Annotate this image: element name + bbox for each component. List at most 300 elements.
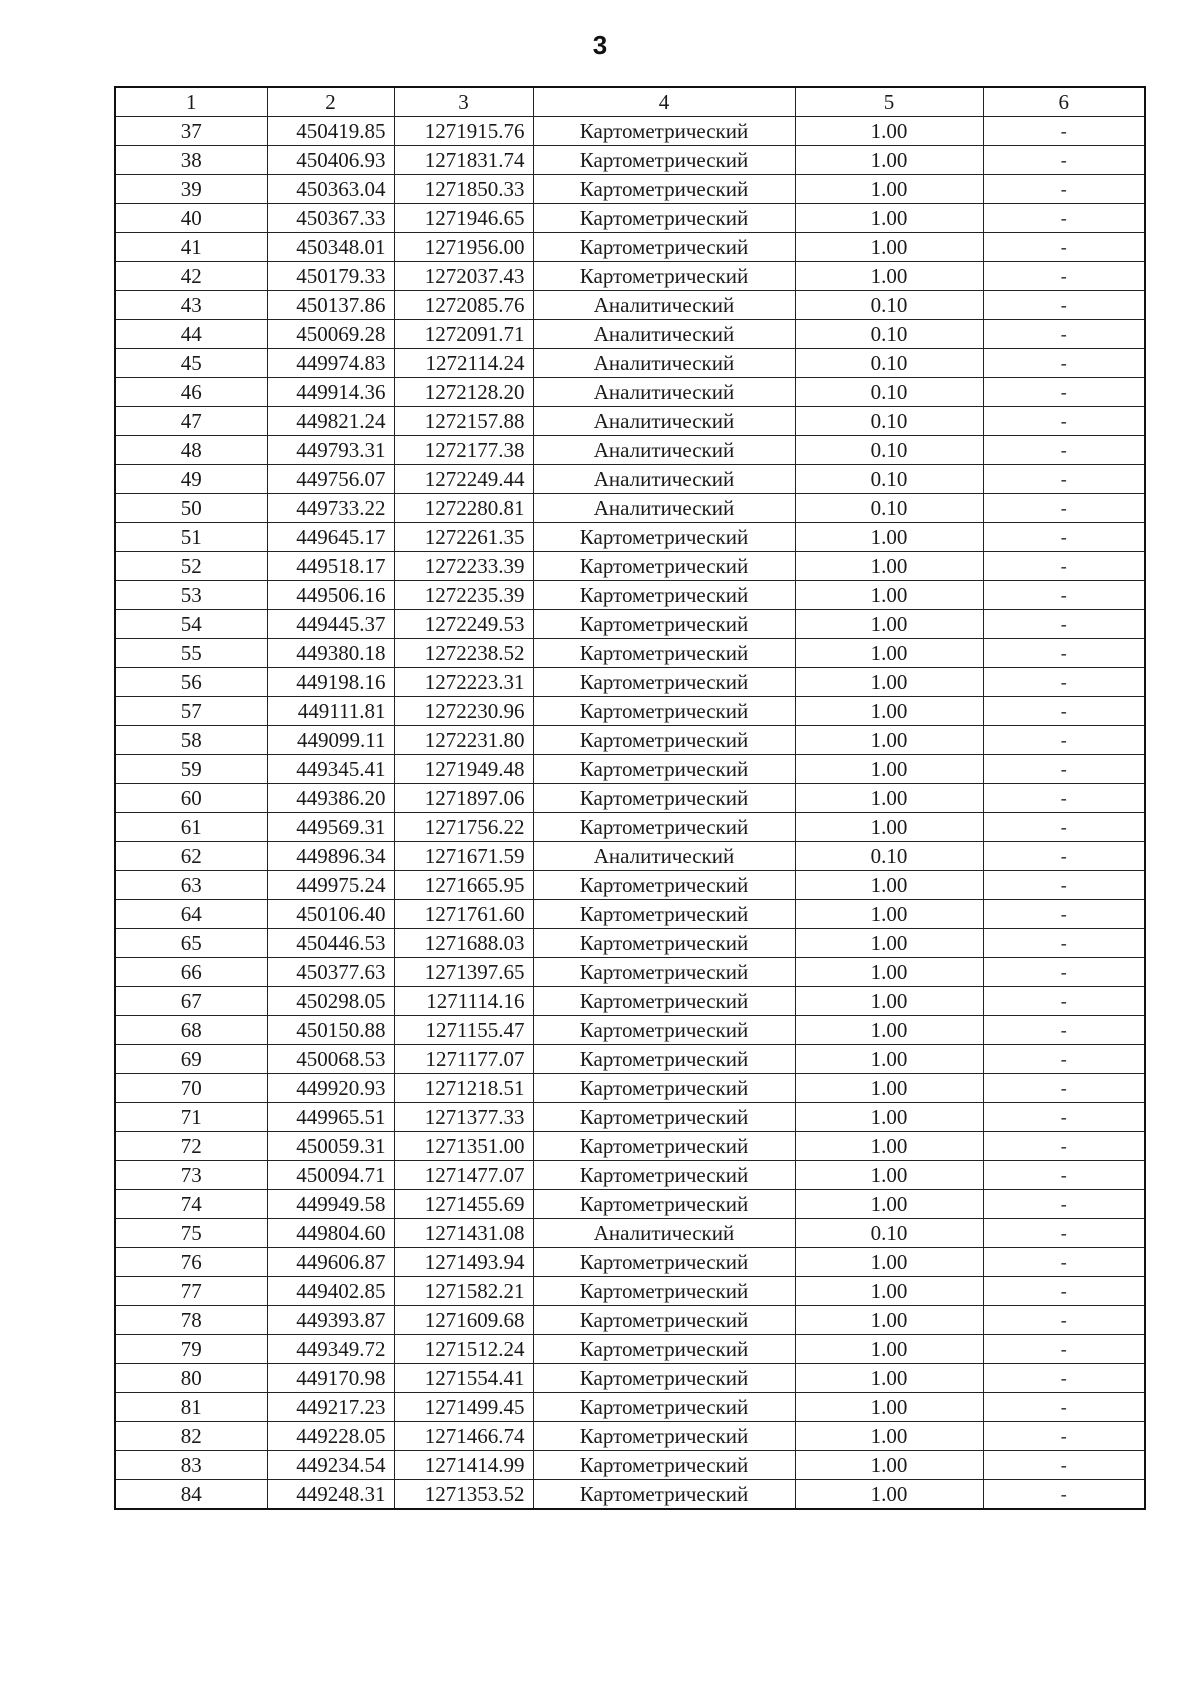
y-coordinate-cell: 1271431.08 — [394, 1219, 533, 1248]
method-cell: Аналитический — [533, 842, 795, 871]
accuracy-cell: 1.00 — [795, 1422, 983, 1451]
table-row — [115, 929, 1145, 958]
accuracy-cell: 0.10 — [795, 1219, 983, 1248]
method-cell: Картометрический — [533, 1103, 795, 1132]
point-number-cell: 77 — [115, 1277, 267, 1306]
y-coordinate-cell: 1271609.68 — [394, 1306, 533, 1335]
method-cell: Картометрический — [533, 755, 795, 784]
x-coordinate-cell: 449228.05 — [267, 1422, 394, 1451]
y-coordinate-cell: 1271897.06 — [394, 784, 533, 813]
point-number-cell: 57 — [115, 697, 267, 726]
point-number-cell: 67 — [115, 987, 267, 1016]
y-coordinate-cell: 1271414.99 — [394, 1451, 533, 1480]
point-number-cell: 41 — [115, 233, 267, 262]
point-number-cell: 56 — [115, 668, 267, 697]
accuracy-cell: 1.00 — [795, 1190, 983, 1219]
note-cell: - — [983, 117, 1145, 146]
method-cell: Картометрический — [533, 1335, 795, 1364]
y-coordinate-cell: 1272223.31 — [394, 668, 533, 697]
note-cell: - — [983, 465, 1145, 494]
accuracy-cell: 1.00 — [795, 1364, 983, 1393]
table-row — [115, 465, 1145, 494]
table-row — [115, 1364, 1145, 1393]
accuracy-cell: 1.00 — [795, 929, 983, 958]
note-cell: - — [983, 233, 1145, 262]
table-row — [115, 697, 1145, 726]
y-coordinate-cell: 1272114.24 — [394, 349, 533, 378]
note-cell: - — [983, 1132, 1145, 1161]
table-row — [115, 349, 1145, 378]
x-coordinate-cell: 450348.01 — [267, 233, 394, 262]
accuracy-cell: 1.00 — [795, 233, 983, 262]
y-coordinate-cell: 1272091.71 — [394, 320, 533, 349]
y-coordinate-cell: 1271756.22 — [394, 813, 533, 842]
x-coordinate-cell: 449170.98 — [267, 1364, 394, 1393]
point-number-cell: 84 — [115, 1480, 267, 1510]
table-row — [115, 175, 1145, 204]
x-coordinate-cell: 450367.33 — [267, 204, 394, 233]
table-row — [115, 436, 1145, 465]
note-cell: - — [983, 494, 1145, 523]
x-coordinate-cell: 450377.63 — [267, 958, 394, 987]
x-coordinate-cell: 449974.83 — [267, 349, 394, 378]
note-cell: - — [983, 1364, 1145, 1393]
y-coordinate-cell: 1271466.74 — [394, 1422, 533, 1451]
note-cell: - — [983, 1190, 1145, 1219]
note-cell: - — [983, 407, 1145, 436]
method-cell: Картометрический — [533, 813, 795, 842]
note-cell: - — [983, 378, 1145, 407]
accuracy-cell: 0.10 — [795, 320, 983, 349]
accuracy-cell: 0.10 — [795, 842, 983, 871]
method-cell: Картометрический — [533, 1451, 795, 1480]
table-row — [115, 1045, 1145, 1074]
point-number-cell: 76 — [115, 1248, 267, 1277]
note-cell: - — [983, 1306, 1145, 1335]
note-cell: - — [983, 1422, 1145, 1451]
note-cell: - — [983, 1248, 1145, 1277]
method-cell: Картометрический — [533, 1248, 795, 1277]
method-cell: Картометрический — [533, 204, 795, 233]
point-number-cell: 42 — [115, 262, 267, 291]
note-cell: - — [983, 1335, 1145, 1364]
table-row — [115, 320, 1145, 349]
point-number-cell: 58 — [115, 726, 267, 755]
x-coordinate-cell: 449198.16 — [267, 668, 394, 697]
note-cell: - — [983, 755, 1145, 784]
x-coordinate-cell: 449248.31 — [267, 1480, 394, 1510]
y-coordinate-cell: 1271949.48 — [394, 755, 533, 784]
method-cell: Картометрический — [533, 726, 795, 755]
y-coordinate-cell: 1272231.80 — [394, 726, 533, 755]
x-coordinate-cell: 449949.58 — [267, 1190, 394, 1219]
y-coordinate-cell: 1271761.60 — [394, 900, 533, 929]
method-cell: Аналитический — [533, 436, 795, 465]
note-cell: - — [983, 204, 1145, 233]
point-number-cell: 60 — [115, 784, 267, 813]
note-cell: - — [983, 1016, 1145, 1045]
method-cell: Картометрический — [533, 668, 795, 697]
x-coordinate-cell: 450069.28 — [267, 320, 394, 349]
table-row — [115, 1335, 1145, 1364]
header-cell-4: 4 — [533, 87, 795, 117]
x-coordinate-cell: 449099.11 — [267, 726, 394, 755]
table-row — [115, 668, 1145, 697]
x-coordinate-cell: 450419.85 — [267, 117, 394, 146]
accuracy-cell: 1.00 — [795, 1306, 983, 1335]
y-coordinate-cell: 1271665.95 — [394, 871, 533, 900]
y-coordinate-cell: 1272235.39 — [394, 581, 533, 610]
accuracy-cell: 1.00 — [795, 813, 983, 842]
x-coordinate-cell: 450406.93 — [267, 146, 394, 175]
note-cell: - — [983, 987, 1145, 1016]
accuracy-cell: 1.00 — [795, 755, 983, 784]
x-coordinate-cell: 449733.22 — [267, 494, 394, 523]
table-row — [115, 1190, 1145, 1219]
point-number-cell: 50 — [115, 494, 267, 523]
table-row — [115, 842, 1145, 871]
y-coordinate-cell: 1271850.33 — [394, 175, 533, 204]
point-number-cell: 52 — [115, 552, 267, 581]
note-cell: - — [983, 320, 1145, 349]
method-cell: Картометрический — [533, 929, 795, 958]
method-cell: Картометрический — [533, 1277, 795, 1306]
point-number-cell: 39 — [115, 175, 267, 204]
x-coordinate-cell: 449345.41 — [267, 755, 394, 784]
x-coordinate-cell: 449606.87 — [267, 1248, 394, 1277]
y-coordinate-cell: 1272177.38 — [394, 436, 533, 465]
note-cell: - — [983, 697, 1145, 726]
table-row — [115, 1132, 1145, 1161]
method-cell: Картометрический — [533, 581, 795, 610]
point-number-cell: 75 — [115, 1219, 267, 1248]
x-coordinate-cell: 449402.85 — [267, 1277, 394, 1306]
x-coordinate-cell: 450363.04 — [267, 175, 394, 204]
x-coordinate-cell: 449217.23 — [267, 1393, 394, 1422]
coordinates-table — [114, 86, 1146, 1510]
y-coordinate-cell: 1271554.41 — [394, 1364, 533, 1393]
accuracy-cell: 1.00 — [795, 1132, 983, 1161]
accuracy-cell: 1.00 — [795, 204, 983, 233]
point-number-cell: 48 — [115, 436, 267, 465]
x-coordinate-cell: 450068.53 — [267, 1045, 394, 1074]
page-number: 3 — [592, 30, 608, 60]
table-row — [115, 204, 1145, 233]
method-cell: Картометрический — [533, 175, 795, 204]
note-cell: - — [983, 639, 1145, 668]
x-coordinate-cell: 449965.51 — [267, 1103, 394, 1132]
note-cell: - — [983, 1480, 1145, 1510]
accuracy-cell: 1.00 — [795, 1277, 983, 1306]
y-coordinate-cell: 1272128.20 — [394, 378, 533, 407]
accuracy-cell: 1.00 — [795, 262, 983, 291]
y-coordinate-cell: 1271353.52 — [394, 1480, 533, 1510]
note-cell: - — [983, 900, 1145, 929]
y-coordinate-cell: 1272157.88 — [394, 407, 533, 436]
point-number-cell: 59 — [115, 755, 267, 784]
method-cell: Аналитический — [533, 291, 795, 320]
point-number-cell: 71 — [115, 1103, 267, 1132]
table-row — [115, 407, 1145, 436]
table-row — [115, 523, 1145, 552]
method-cell: Картометрический — [533, 900, 795, 929]
table-header — [115, 87, 1145, 117]
point-number-cell: 61 — [115, 813, 267, 842]
note-cell: - — [983, 668, 1145, 697]
note-cell: - — [983, 871, 1145, 900]
accuracy-cell: 1.00 — [795, 117, 983, 146]
table-row — [115, 610, 1145, 639]
accuracy-cell: 1.00 — [795, 726, 983, 755]
method-cell: Картометрический — [533, 262, 795, 291]
note-cell: - — [983, 958, 1145, 987]
method-cell: Картометрический — [533, 1480, 795, 1510]
point-number-cell: 68 — [115, 1016, 267, 1045]
point-number-cell: 78 — [115, 1306, 267, 1335]
method-cell: Картометрический — [533, 784, 795, 813]
note-cell: - — [983, 262, 1145, 291]
table-row — [115, 1103, 1145, 1132]
method-cell: Картометрический — [533, 1422, 795, 1451]
point-number-cell: 63 — [115, 871, 267, 900]
note-cell: - — [983, 1074, 1145, 1103]
note-cell: - — [983, 784, 1145, 813]
accuracy-cell: 0.10 — [795, 349, 983, 378]
point-number-cell: 72 — [115, 1132, 267, 1161]
y-coordinate-cell: 1271397.65 — [394, 958, 533, 987]
x-coordinate-cell: 450446.53 — [267, 929, 394, 958]
table-body — [115, 117, 1145, 1510]
y-coordinate-cell: 1271499.45 — [394, 1393, 533, 1422]
accuracy-cell: 1.00 — [795, 958, 983, 987]
accuracy-cell: 0.10 — [795, 494, 983, 523]
table-row — [115, 1422, 1145, 1451]
method-cell: Картометрический — [533, 697, 795, 726]
note-cell: - — [983, 552, 1145, 581]
point-number-cell: 44 — [115, 320, 267, 349]
accuracy-cell: 1.00 — [795, 987, 983, 1016]
table-row — [115, 755, 1145, 784]
y-coordinate-cell: 1271915.76 — [394, 117, 533, 146]
method-cell: Картометрический — [533, 1132, 795, 1161]
y-coordinate-cell: 1271956.00 — [394, 233, 533, 262]
note-cell: - — [983, 1103, 1145, 1132]
table-row — [115, 262, 1145, 291]
y-coordinate-cell: 1272249.44 — [394, 465, 533, 494]
note-cell: - — [983, 1451, 1145, 1480]
method-cell: Аналитический — [533, 465, 795, 494]
table-row — [115, 581, 1145, 610]
point-number-cell: 55 — [115, 639, 267, 668]
table-row — [115, 494, 1145, 523]
accuracy-cell: 0.10 — [795, 407, 983, 436]
y-coordinate-cell: 1272280.81 — [394, 494, 533, 523]
x-coordinate-cell: 449518.17 — [267, 552, 394, 581]
note-cell: - — [983, 146, 1145, 175]
note-cell: - — [983, 523, 1145, 552]
y-coordinate-cell: 1271177.07 — [394, 1045, 533, 1074]
y-coordinate-cell: 1271377.33 — [394, 1103, 533, 1132]
x-coordinate-cell: 449920.93 — [267, 1074, 394, 1103]
table-row — [115, 900, 1145, 929]
x-coordinate-cell: 450059.31 — [267, 1132, 394, 1161]
point-number-cell: 81 — [115, 1393, 267, 1422]
x-coordinate-cell: 449793.31 — [267, 436, 394, 465]
point-number-cell: 66 — [115, 958, 267, 987]
table-row — [115, 726, 1145, 755]
table-row — [115, 958, 1145, 987]
table-row — [115, 552, 1145, 581]
y-coordinate-cell: 1271455.69 — [394, 1190, 533, 1219]
header-row — [115, 87, 1145, 117]
note-cell: - — [983, 813, 1145, 842]
y-coordinate-cell: 1272230.96 — [394, 697, 533, 726]
note-cell: - — [983, 1277, 1145, 1306]
note-cell: - — [983, 1045, 1145, 1074]
x-coordinate-cell: 450150.88 — [267, 1016, 394, 1045]
table-row — [115, 233, 1145, 262]
accuracy-cell: 1.00 — [795, 1393, 983, 1422]
table-row — [115, 1161, 1145, 1190]
accuracy-cell: 1.00 — [795, 1451, 983, 1480]
accuracy-cell: 1.00 — [795, 784, 983, 813]
accuracy-cell: 1.00 — [795, 1335, 983, 1364]
method-cell: Картометрический — [533, 1074, 795, 1103]
method-cell: Картометрический — [533, 1190, 795, 1219]
x-coordinate-cell: 449506.16 — [267, 581, 394, 610]
note-cell: - — [983, 349, 1145, 378]
table-row — [115, 639, 1145, 668]
y-coordinate-cell: 1272085.76 — [394, 291, 533, 320]
method-cell: Картометрический — [533, 523, 795, 552]
method-cell: Картометрический — [533, 117, 795, 146]
x-coordinate-cell: 449975.24 — [267, 871, 394, 900]
table-row — [115, 813, 1145, 842]
method-cell: Картометрический — [533, 1393, 795, 1422]
note-cell: - — [983, 436, 1145, 465]
method-cell: Картометрический — [533, 610, 795, 639]
accuracy-cell: 1.00 — [795, 1016, 983, 1045]
x-coordinate-cell: 449111.81 — [267, 697, 394, 726]
accuracy-cell: 1.00 — [795, 1161, 983, 1190]
method-cell: Картометрический — [533, 146, 795, 175]
table-row — [115, 117, 1145, 146]
table-row — [115, 378, 1145, 407]
header-cell-5: 5 — [795, 87, 983, 117]
x-coordinate-cell: 449804.60 — [267, 1219, 394, 1248]
y-coordinate-cell: 1271831.74 — [394, 146, 533, 175]
method-cell: Картометрический — [533, 639, 795, 668]
accuracy-cell: 1.00 — [795, 871, 983, 900]
x-coordinate-cell: 449393.87 — [267, 1306, 394, 1335]
method-cell: Аналитический — [533, 378, 795, 407]
method-cell: Картометрический — [533, 1161, 795, 1190]
method-cell: Аналитический — [533, 320, 795, 349]
x-coordinate-cell: 449821.24 — [267, 407, 394, 436]
table-row — [115, 146, 1145, 175]
point-number-cell: 83 — [115, 1451, 267, 1480]
method-cell: Аналитический — [533, 349, 795, 378]
point-number-cell: 49 — [115, 465, 267, 494]
y-coordinate-cell: 1271114.16 — [394, 987, 533, 1016]
x-coordinate-cell: 449386.20 — [267, 784, 394, 813]
point-number-cell: 38 — [115, 146, 267, 175]
point-number-cell: 62 — [115, 842, 267, 871]
point-number-cell: 40 — [115, 204, 267, 233]
accuracy-cell: 0.10 — [795, 436, 983, 465]
accuracy-cell: 0.10 — [795, 291, 983, 320]
note-cell: - — [983, 1219, 1145, 1248]
accuracy-cell: 1.00 — [795, 1480, 983, 1510]
table-row — [115, 1219, 1145, 1248]
method-cell: Картометрический — [533, 871, 795, 900]
x-coordinate-cell: 449569.31 — [267, 813, 394, 842]
point-number-cell: 43 — [115, 291, 267, 320]
accuracy-cell: 1.00 — [795, 1074, 983, 1103]
accuracy-cell: 1.00 — [795, 581, 983, 610]
accuracy-cell: 1.00 — [795, 610, 983, 639]
note-cell: - — [983, 726, 1145, 755]
point-number-cell: 54 — [115, 610, 267, 639]
method-cell: Аналитический — [533, 494, 795, 523]
note-cell: - — [983, 842, 1145, 871]
header-cell-1: 1 — [115, 87, 267, 117]
accuracy-cell: 1.00 — [795, 1248, 983, 1277]
y-coordinate-cell: 1271477.07 — [394, 1161, 533, 1190]
x-coordinate-cell: 450137.86 — [267, 291, 394, 320]
header-cell-6: 6 — [983, 87, 1145, 117]
x-coordinate-cell: 449234.54 — [267, 1451, 394, 1480]
note-cell: - — [983, 175, 1145, 204]
x-coordinate-cell: 450179.33 — [267, 262, 394, 291]
note-cell: - — [983, 929, 1145, 958]
note-cell: - — [983, 1161, 1145, 1190]
table-row — [115, 1451, 1145, 1480]
x-coordinate-cell: 450094.71 — [267, 1161, 394, 1190]
table-row — [115, 1480, 1145, 1510]
y-coordinate-cell: 1272261.35 — [394, 523, 533, 552]
table-row — [115, 1306, 1145, 1335]
note-cell: - — [983, 610, 1145, 639]
table-row — [115, 1248, 1145, 1277]
accuracy-cell: 1.00 — [795, 900, 983, 929]
method-cell: Аналитический — [533, 1219, 795, 1248]
table-row — [115, 1016, 1145, 1045]
method-cell: Картометрический — [533, 1045, 795, 1074]
accuracy-cell: 1.00 — [795, 668, 983, 697]
y-coordinate-cell: 1271512.24 — [394, 1335, 533, 1364]
x-coordinate-cell: 449445.37 — [267, 610, 394, 639]
point-number-cell: 74 — [115, 1190, 267, 1219]
y-coordinate-cell: 1271218.51 — [394, 1074, 533, 1103]
point-number-cell: 51 — [115, 523, 267, 552]
point-number-cell: 80 — [115, 1364, 267, 1393]
y-coordinate-cell: 1271688.03 — [394, 929, 533, 958]
method-cell: Картометрический — [533, 987, 795, 1016]
accuracy-cell: 0.10 — [795, 465, 983, 494]
table-row — [115, 1074, 1145, 1103]
accuracy-cell: 1.00 — [795, 639, 983, 668]
note-cell: - — [983, 581, 1145, 610]
method-cell: Картометрический — [533, 1306, 795, 1335]
x-coordinate-cell: 449756.07 — [267, 465, 394, 494]
point-number-cell: 37 — [115, 117, 267, 146]
y-coordinate-cell: 1271946.65 — [394, 204, 533, 233]
table-row — [115, 1393, 1145, 1422]
accuracy-cell: 1.00 — [795, 175, 983, 204]
accuracy-cell: 1.00 — [795, 523, 983, 552]
method-cell: Картометрический — [533, 552, 795, 581]
